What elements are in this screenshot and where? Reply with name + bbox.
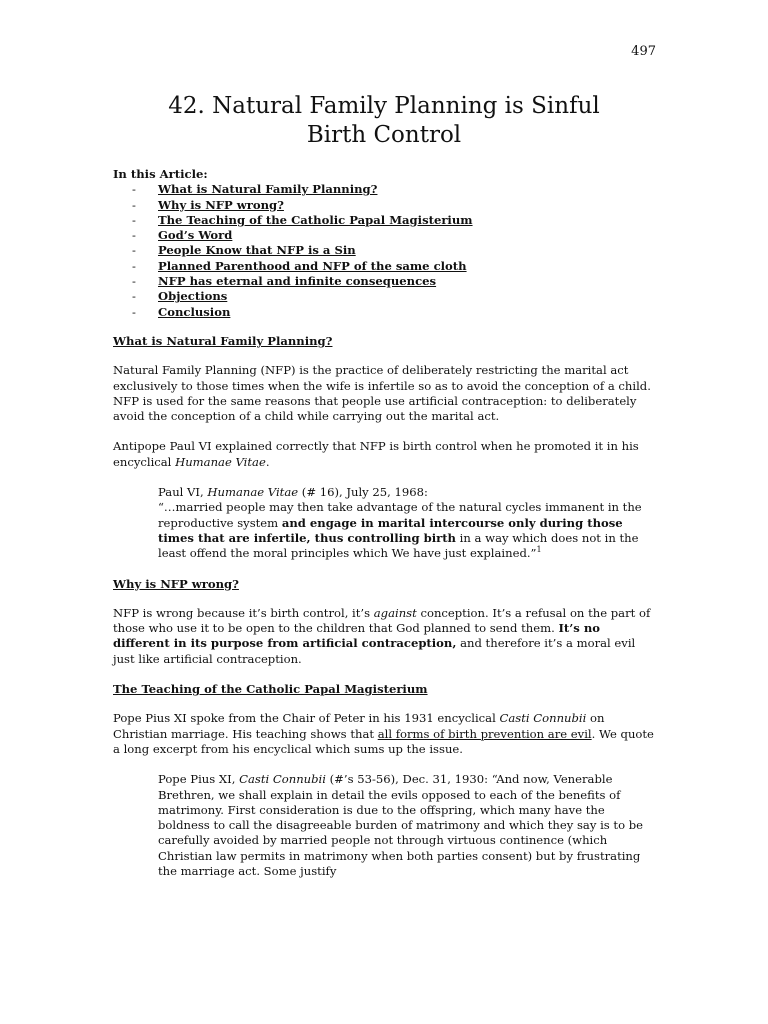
toc-heading: In this Article: bbox=[113, 167, 208, 181]
toc-dash: - bbox=[132, 212, 136, 227]
toc-item bbox=[113, 259, 658, 274]
toc-item bbox=[113, 243, 658, 258]
block-quote bbox=[158, 485, 658, 561]
toc-dash: - bbox=[132, 289, 136, 304]
toc-link-people-know[interactable]: People Know that NFP is a Sin bbox=[158, 243, 356, 258]
toc-dash: - bbox=[132, 258, 136, 273]
paragraph: Pope Pius XI spoke from the Chair of Peter in his 1931 encyclical Casti Connubii on Christian marriage. His teaching shows that all forms of birth prevention are evil. We quote a long excerpt from his encyclical which sums up the issue. bbox=[113, 711, 654, 756]
block-quote: Pope Pius XI, Casti Connubii (#’s 53-56), Dec. 31, 1930: “And now, Venerable Brethren, we shall explain in detail the evils opposed to each of the benefits of matrimony. First consideration is due to the offspring, which many have the boldness to call the disagreeable burden of matrimony and which they say is to be carefully avoided by married people not through virtuous continence (which Christian law permits in matrimony when both parties consent) but by frustrating the marriage act. Some justify bbox=[158, 772, 644, 878]
toc-dash: - bbox=[132, 197, 136, 212]
section-heading-what-is-nfp: What is Natural Family Planning? bbox=[113, 333, 333, 348]
toc-item bbox=[113, 274, 658, 289]
title-line-1: 42. Natural Family Planning is Sinful bbox=[168, 93, 600, 119]
section-heading-why-wrong: Why is NFP wrong? bbox=[113, 576, 239, 591]
paragraph: Antipope Paul VI explained correctly that NFP is birth control when he promoted it in his encyclical Humanae Vitae. bbox=[113, 439, 639, 469]
toc-item bbox=[113, 228, 658, 243]
table-of-contents bbox=[113, 182, 658, 320]
page-title bbox=[0, 92, 768, 150]
toc-link-planned-parenthood[interactable]: Planned Parenthood and NFP of the same cloth bbox=[158, 258, 467, 273]
page-number: 497 bbox=[631, 44, 656, 59]
toc-dash: - bbox=[132, 228, 136, 243]
title-line-2: Birth Control bbox=[306, 122, 462, 148]
toc-item bbox=[113, 289, 658, 304]
quote-text: “…married people may then take advantage of the natural cycles immanent in the reproductive system and engage in marital intercourse only during those times that are infertile, thus controlling birth in a way which does not in the least offend the moral principles which We have just explained.”$^1$ bbox=[158, 500, 642, 561]
toc-dash: - bbox=[132, 274, 136, 289]
toc-link-gods-word[interactable]: God’s Word bbox=[158, 228, 233, 243]
toc-item bbox=[113, 182, 658, 197]
footnote-marker: 1 bbox=[536, 545, 542, 555]
toc-dash: - bbox=[132, 243, 136, 258]
toc-link-consequences[interactable]: NFP has eternal and infinite consequences bbox=[158, 274, 437, 289]
article-body bbox=[113, 167, 658, 894]
toc-link-conclusion[interactable]: Conclusion bbox=[158, 304, 231, 319]
toc-link-what-is-nfp[interactable]: What is Natural Family Planning? bbox=[158, 182, 378, 197]
toc-dash: - bbox=[132, 182, 136, 197]
toc-link-magisterium[interactable]: The Teaching of the Catholic Papal Magisterium bbox=[158, 212, 473, 227]
quote-citation: Paul VI, Humanae Vitae (# 16), July 25, 1968: bbox=[158, 485, 428, 500]
toc-item bbox=[113, 305, 658, 320]
paragraph: Natural Family Planning (NFP) is the practice of deliberately restricting the marital act exclusively to those times when the wife is infertile so as to avoid the conception of a child. NFP is used for the same reasons that people use artificial contraception: to deliberately avoid the conception of a child while carrying out the marital act. bbox=[113, 363, 651, 424]
toc-item bbox=[113, 213, 658, 228]
section-heading-magisterium: The Teaching of the Catholic Papal Magisterium bbox=[113, 682, 428, 697]
toc-dash: - bbox=[132, 304, 136, 319]
toc-item bbox=[113, 198, 658, 213]
toc-link-why-wrong[interactable]: Why is NFP wrong? bbox=[158, 197, 284, 212]
toc-link-objections[interactable]: Objections bbox=[158, 289, 228, 304]
paragraph: NFP is wrong because it’s birth control, it’s against conception. It’s a refusal on the part of those who use it to be open to the children that God planned to send them. It’s no different in its purpose from artificial contraception, and therefore it’s a moral evil just like artificial contraception. bbox=[113, 605, 651, 666]
